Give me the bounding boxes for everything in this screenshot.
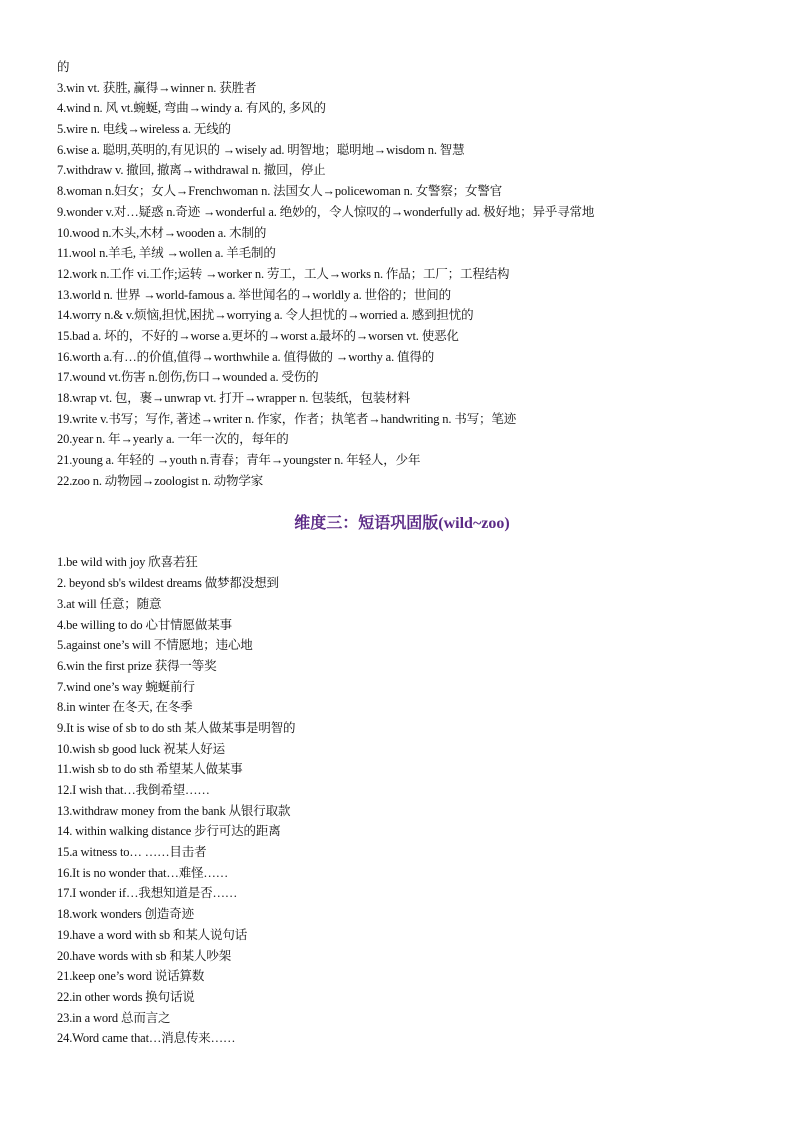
phrase-entry: 18.work wonders 创造奇迹 [57,907,194,922]
vocab-entry: 10.wood n.木头,木材→wooden a. 木制的 [57,225,267,240]
vocab-entry: 的 [57,60,70,74]
vocab-entry: 12.work n.工作 vi.工作;运转 →worker n. 劳工，工人→works n. 作品；工厂；工程结构 [57,266,510,281]
phrase-entry: 15.a witness to… ……目击者 [57,845,207,860]
phrase-entry: 16.It is no wonder that…难怪…… [57,865,229,880]
phrase-entry: 24.Word came that…消息传来…… [57,1031,236,1046]
phrase-entry: 21.keep one’s word 说话算数 [57,969,205,984]
phrase-entry: 8.in winter 在冬天, 在冬季 [57,700,193,715]
phrase-entry: 11.wish sb to do sth 希望某人做某事 [57,762,243,777]
phrase-entry: 2. beyond sb's wildest dreams 做梦都没想到 [57,576,279,591]
phrase-entry: 12.I wish that…我倒希望…… [57,783,210,797]
phrase-entry: 10.wish sb good luck 祝某人好运 [57,741,225,756]
phrase-entry: 19.have a word with sb 和某人说句话 [57,927,248,942]
vocab-entry: 15.bad a. 坏的，不好的→worse a.更坏的→worst a.最坏的→worsen vt. 使恶化 [57,328,459,343]
vocab-entry: 9.wonder v.对…疑惑 n.奇迹 →wonderful a. 绝妙的，令人惊叹的→wonderfully ad. 极好地；异乎寻常地 [57,204,595,219]
phrase-entry: 9.It is wise of sb to do sth 某人做某事是明智的 [57,720,296,735]
document-page [57,57,747,1049]
phrase-entry: 14. within walking distance 步行可达的距离 [57,824,281,839]
phrase-entry: 5.against one’s will 不情愿地；违心地 [57,638,253,653]
phrase-entry: 1.be wild with joy 欣喜若狂 [57,555,198,570]
phrase-entry: 7.wind one’s way 蜿蜒前行 [57,679,195,694]
section-heading: 维度三：短语巩固版(wild~zoo) [294,515,510,533]
vocab-entry: 20.year n. 年→yearly a. 一年一次的，每年的 [57,432,289,447]
vocab-entry: 22.zoo n. 动物园→zoologist n. 动物学家 [57,473,264,488]
phrase-entry: 20.have words with sb 和某人吵架 [57,948,232,963]
phrase-entry: 22.in other words 换句话说 [57,989,195,1004]
phrase-entry: 13.withdraw money from the bank 从银行取款 [57,803,291,818]
phrase-entry: 23.in a word 总而言之 [57,1010,171,1025]
vocab-entry: 18.wrap vt. 包，裹→unwrap vt. 打开→wrapper n. 包装纸，包装材料 [57,391,411,405]
vocab-entry: 21.young a. 年轻的 →youth n.青春；青年→youngster n. 年轻人，少年 [57,453,421,468]
phrase-entry: 4.be willing to do 心甘情愿做某事 [57,617,232,632]
phrase-entry: 3.at will 任意；随意 [57,596,162,611]
phrase-entry: 17.I wonder if…我想知道是否…… [57,886,238,901]
vocab-entry: 11.wool n.羊毛, 羊绒 →wollen a. 羊毛制的 [57,246,276,261]
vocab-entry: 14.worry n.& v.烦恼,担忧,困扰→worrying a. 令人担忧的→worried a. 感到担忧的 [57,308,474,323]
vocab-derivation-list [57,57,747,491]
vocab-entry: 17.wound vt.伤害 n.创伤,伤口→wounded a. 受伤的 [57,370,319,385]
vocab-entry: 4.wind n. 风 vt.蜿蜒, 弯曲→windy a. 有风的, 多风的 [57,101,326,116]
vocab-entry: 8.woman n.妇女；女人→Frenchwoman n. 法国女人→policewoman n. 女警察；女警官 [57,184,503,199]
vocab-entry: 13.world n. 世界 →world-famous a. 举世闻名的→worldly a. 世俗的；世间的 [57,287,451,302]
vocab-entry: 3.win vt. 获胜, 赢得→winner n. 获胜者 [57,80,257,95]
phrase-list [57,552,747,1049]
vocab-entry: 7.withdraw v. 撤回, 撤离→withdrawal n. 撤回，停止 [57,163,326,178]
vocab-entry: 19.write v.书写；写作, 著述→writer n. 作家，作者；执笔者→handwriting n. 书写；笔迹 [57,411,517,426]
vocab-entry: 6.wise a. 聪明,英明的,有见识的 →wisely ad. 明智地；聪明地→wisdom n. 智慧 [57,142,465,157]
phrase-entry: 6.win the first prize 获得一等奖 [57,658,217,673]
vocab-entry: 16.worth a.有…的价值,值得→worthwhile a. 值得做的 →worthy a. 值得的 [57,349,435,364]
vocab-entry: 5.wire n. 电线→wireless a. 无线的 [57,122,231,137]
